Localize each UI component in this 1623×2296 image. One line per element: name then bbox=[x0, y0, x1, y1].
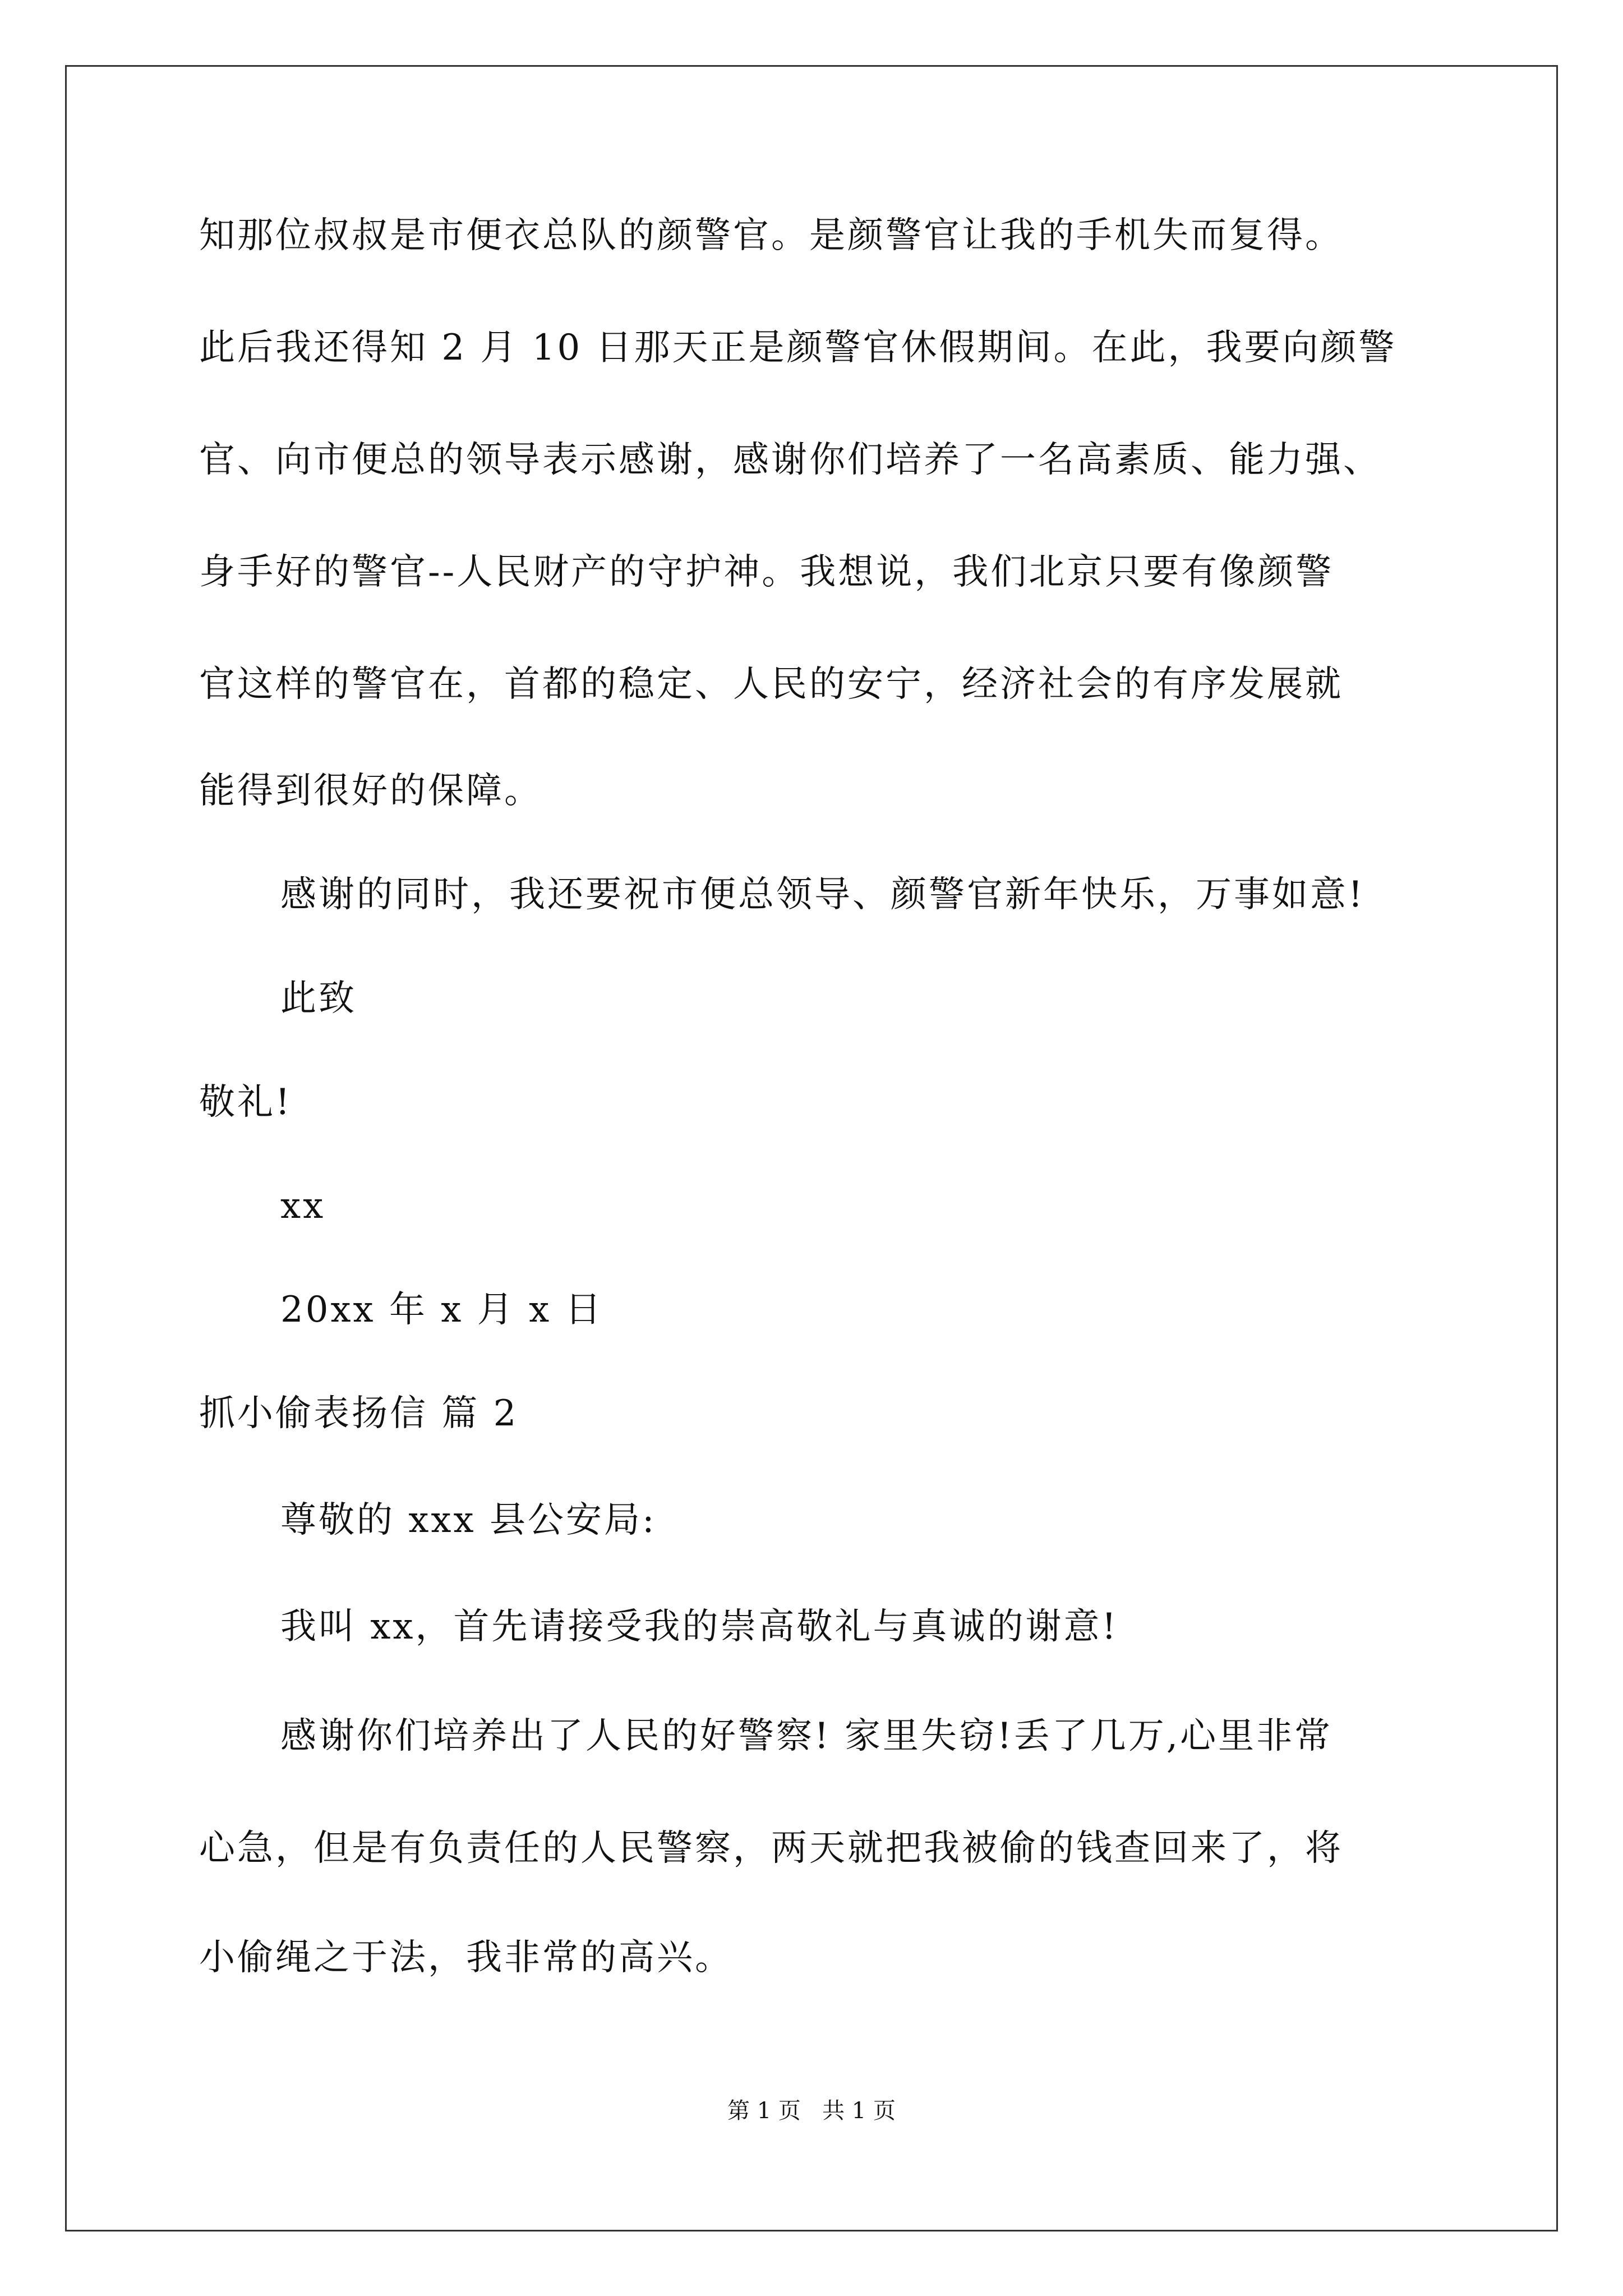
signature-name: xx bbox=[280, 1185, 326, 1227]
body-line-2: 此后我还得知 2 月 10 日那天正是颜警官休假期间。在此，我要向颜警 bbox=[199, 327, 1397, 369]
page-footer: 第 1 页 共 1 页 bbox=[727, 2098, 896, 2124]
closing-salutation: 此致 bbox=[280, 978, 357, 1019]
closing-respect: 敬礼! bbox=[199, 1082, 292, 1123]
letter-intro: 我叫 xx，首先请接受我的崇高敬礼与真诚的谢意! bbox=[280, 1606, 1119, 1648]
body-line-5: 官这样的警官在，首都的稳定、人民的安宁，经济社会的有序发展就 bbox=[199, 664, 1343, 705]
body-line-6: 能得到很好的保障。 bbox=[199, 770, 542, 812]
section-heading: 抓小偷表扬信 篇 2 bbox=[199, 1393, 519, 1434]
body-line-3: 官、向市便总的领导表示感谢，感谢你们培养了一名高素质、能力强、 bbox=[199, 439, 1381, 481]
signature-date: 20xx 年 x 月 x 日 bbox=[280, 1289, 603, 1331]
body-line-4: 身手好的警官--人民财产的守护神。我想说，我们北京只要有像颜警 bbox=[199, 551, 1334, 593]
letter-body-line-3: 小偷绳之于法，我非常的高兴。 bbox=[199, 1937, 733, 1978]
letter-greeting: 尊敬的 xxx 县公安局: bbox=[280, 1499, 657, 1541]
body-line-1: 知那位叔叔是市便衣总队的颜警官。是颜警官让我的手机失而复得。 bbox=[199, 215, 1343, 256]
wishes-paragraph: 感谢的同时，我还要祝市便总领导、颜警官新年快乐，万事如意! bbox=[280, 874, 1365, 915]
letter-body-line-2: 心急，但是有负责任的人民警察，两天就把我被偷的钱查回来了，将 bbox=[199, 1828, 1343, 1869]
letter-body-line-1: 感谢你们培养出了人民的好警察! 家里失窃!丢了几万,心里非常 bbox=[280, 1715, 1333, 1757]
page-border bbox=[65, 65, 1558, 2231]
